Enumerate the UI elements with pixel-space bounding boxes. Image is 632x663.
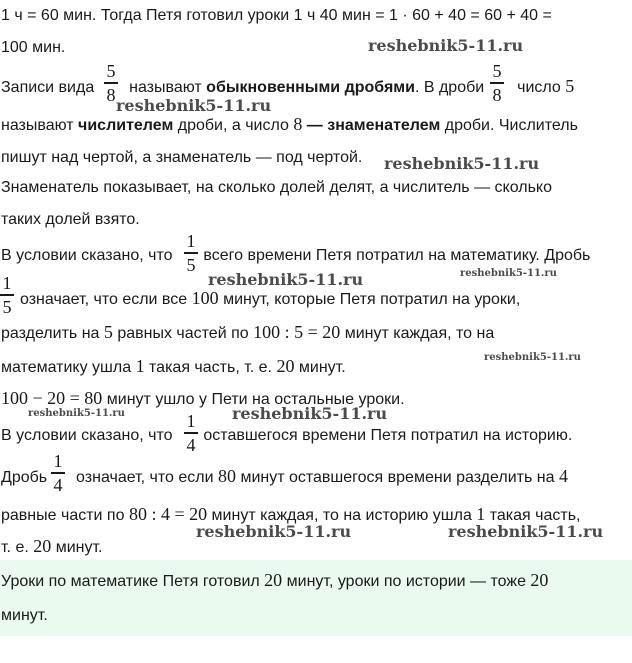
- watermark: reshebnik5-11.ru: [448, 522, 604, 541]
- fraction-5-8: 5 8: [104, 62, 118, 105]
- watermark: reshebnik5-11.ru: [368, 36, 524, 55]
- watermark: reshebnik5-11.ru: [196, 522, 352, 541]
- text-line: Дробь означает, что если 80 минут оставшегося времени разделить на 4: [1, 466, 568, 486]
- text-line: таких долей взято.: [1, 211, 140, 228]
- watermark: reshebnik5-11.ru: [116, 96, 272, 115]
- text-line: В условии сказано, что оставшегося времени Петя потратил на историю.: [1, 427, 573, 444]
- text-line: [1, 76, 574, 98]
- term-denominator: знаменателем: [327, 117, 441, 134]
- watermark: reshebnik5-11.ru: [232, 404, 388, 423]
- text: называют: [129, 79, 202, 96]
- watermark: reshebnik5-11.ru: [484, 352, 581, 363]
- text-line: В условии сказано, что всего времени Петя потратил на математику. Дробь: [1, 247, 591, 264]
- watermark: reshebnik5-11.ru: [384, 154, 540, 173]
- fraction-1-4: 1 4: [184, 412, 198, 455]
- text-line: равные части по 80 : 4 = 20 минут каждая, то на историю ушла 1 такая часть,: [1, 504, 581, 524]
- fraction-1-5: 1 5: [0, 274, 14, 317]
- text: число: [517, 79, 561, 96]
- term-common-fractions: обыкновенными дробями: [206, 79, 415, 96]
- watermark: reshebnik5-11.ru: [208, 270, 364, 289]
- term-numerator: числителем: [78, 117, 174, 134]
- text-line: разделить на 5 равных частей по 100 : 5 = 20 минут каждая, то на: [1, 322, 495, 342]
- answer-line: минут.: [1, 607, 48, 624]
- fraction-1-4: 1 4: [51, 452, 65, 495]
- text-line: т. е. 20 минут.: [1, 536, 103, 556]
- text: . В дроби: [414, 79, 485, 96]
- text-line: 100 мин.: [1, 39, 66, 56]
- watermark: reshebnik5-11.ru: [460, 268, 557, 279]
- text-line: означает, что если все 100 минут, которые Петя потратил на уроки,: [20, 288, 521, 308]
- math: 5: [565, 76, 575, 96]
- text-line: 1 ч = 60 мин. Тогда Петя готовил уроки 1 ч 40 мин = 1 · 60 + 40 = 60 + 40 =: [1, 7, 552, 24]
- text-line: математику ушла 1 такая часть, т. е. 20 минут.: [1, 356, 346, 376]
- text-line: пишут над чертой, а знаменатель — под чертой.: [1, 149, 363, 166]
- answer-line: Уроки по математике Петя готовил 20 минут, уроки по истории — тоже 20: [1, 570, 549, 590]
- text-line: Знаменатель показывает, на сколько долей делят, а числитель — сколько: [1, 179, 553, 196]
- fraction-5-8: 5 8: [490, 62, 504, 105]
- text-line: называют числителем дроби, а число 8 — знаменателем дроби. Числитель: [1, 114, 578, 134]
- fraction-1-5: 1 5: [184, 232, 198, 275]
- text-line: 100 − 20 = 80 минут ушло у Пети на остальные уроки.: [1, 388, 405, 408]
- watermark: reshebnik5-11.ru: [28, 408, 125, 419]
- text: Записи вида: [1, 79, 95, 96]
